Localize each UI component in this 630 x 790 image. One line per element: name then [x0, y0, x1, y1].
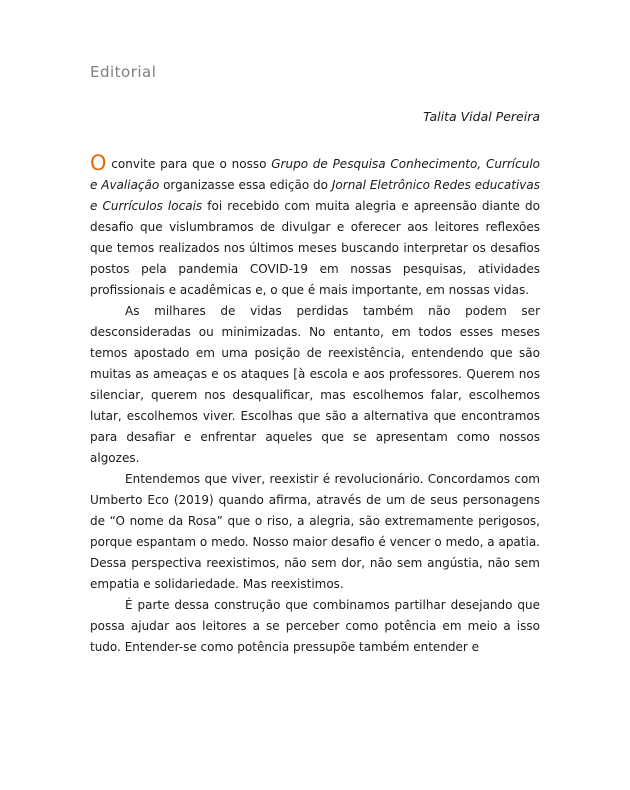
author-byline: Talita Vidal Pereira — [423, 109, 540, 124]
drop-cap: O — [90, 151, 107, 175]
paragraph — [90, 469, 540, 595]
text-segment: As milhares de vidas perdidas também não podem ser desconsideradas ou minimizadas. No entanto, em todos esses meses temos apostado em uma posição de reexistência, entendendo que são muitas as ameaças e os ataques [à escola e aos professores. Querem nos silenciar, querem nos desqualificar, mas escolhemos falar, escolhemos lutar, escolhemos viver. Escolhas que são a alternativa que encontramos para desafiar e enfrentar aqueles que se apresentam como nossos algozes. — [90, 304, 540, 465]
paragraph — [90, 153, 540, 301]
text-segment: É parte dessa construção que combinamos partilhar desejando que possa ajudar aos leitores a se perceber como potência em meio a isso tudo. Entender-se como potência pressupõe também entender e — [90, 598, 540, 654]
text-segment: organizasse essa edição do — [159, 178, 332, 192]
text-segment: foi recebido com muita alegria e apreensão diante do desafio que vislumbramos de divulgar e oferecer aos leitores reflexões que temos realizados nos últimos meses buscando interpretar os desafios postos pela pandemia COVID-19 em nossas pesquisas, atividades profissionais e acadêmicas e, o que é mais importante, em nossas vidas. — [90, 199, 540, 297]
editorial-body — [90, 153, 540, 658]
text-segment: Grupo de Pesquisa Conhecimento, Currículo e Avaliação — [90, 157, 541, 192]
text-segment: Jornal Eletrônico Redes educativas e Currículos locais — [90, 178, 540, 213]
page-title: Editorial — [90, 63, 157, 81]
text-segment: Entendemos que viver, reexistir é revolucionário. Concordamos com Umberto Eco (2019) quando afirma, através de um de seus personagens de “O nome da Rosa” que o riso, a alegria, são extremamente perigosos, porque espantam o medo. Nosso maior desafio é vencer o medo, a apatia. Dessa perspectiva reexistimos, não sem dor, não sem angústia, não sem empatia e solidariedade. Mas reexistimos. — [90, 472, 540, 591]
text-segment: convite para que o nosso — [106, 157, 272, 171]
paragraph — [90, 301, 540, 469]
paragraph — [90, 595, 540, 658]
